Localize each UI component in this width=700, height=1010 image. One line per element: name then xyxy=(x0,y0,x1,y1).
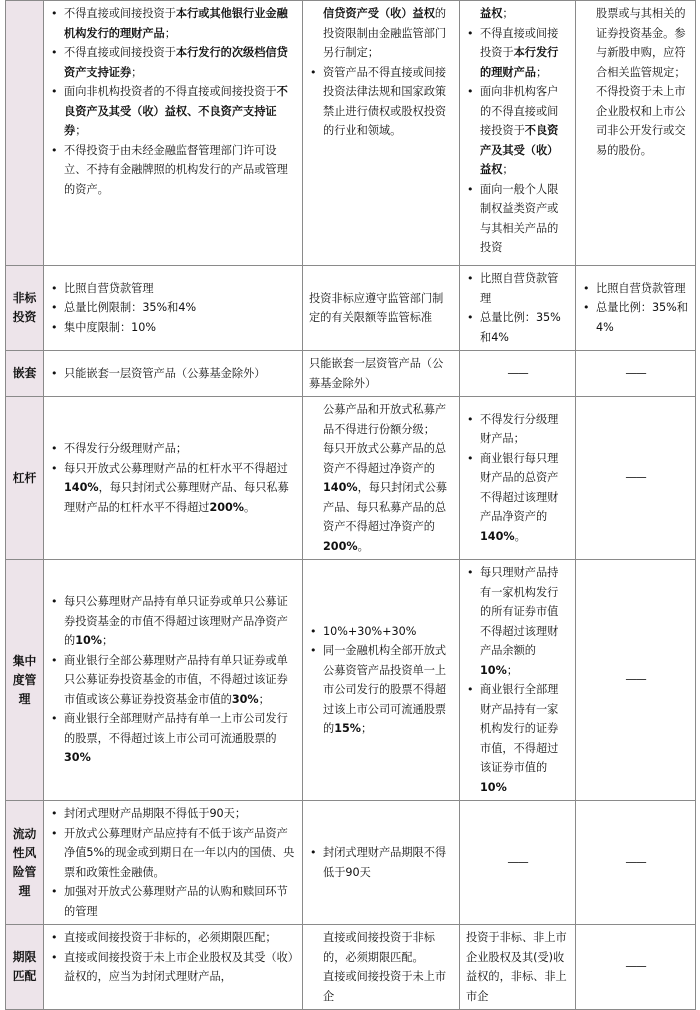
cell-col4: —— xyxy=(576,560,696,801)
cell-col1: • 不得直接或间接投资于本行或其他银行业金融机构发行的理财产品； • 不得直接或间接投资于本行发行的次级档信贷资产支持证券； • 面向非机构投资者的不得直接或间接投资于不良资产及其受（收）益权、不良资产支持证券； • 不得投资于由未经金融监督管理部门许可设立、不持有金融牌照的机构发行的产品或管理的资产。 xyxy=(44,1,303,266)
table-row-maturity xyxy=(6,925,696,1010)
cell-col1: • 不得发行分级理财产品； • 每只开放式公募理财产品的杠杆水平不得超过140%，每只封闭式公募理财产品、每只私募理财产品的杠杆水平不得超过200%。 xyxy=(44,397,303,560)
cell-col2: 公募产品和开放式私募产品不得进行份额分级； 每只开放式公募产品的总资产不得超过净资产的140%，每只封闭式公募产品、每只私募产品的总资产不得超过净资产的200%。 xyxy=(303,397,460,560)
cell-col2: • 封闭式理财产品期限不得低于90天 xyxy=(303,801,460,925)
cell-col1: • 只能嵌套一层资管产品（公募基金除外） xyxy=(44,351,303,397)
row-label: 嵌套 xyxy=(6,351,44,397)
cell-col4: • 比照自营贷款管理 • 总量比例：35%和4% xyxy=(576,266,696,351)
cell-col3: —— xyxy=(460,801,576,925)
row-label: 非标投资 xyxy=(6,266,44,351)
cell-col3: • 比照自营贷款管理 • 总量比例：35%和4% xyxy=(460,266,576,351)
cell-col2: 投资非标应遵守监管部门制定的有关限额等监管标准 xyxy=(303,266,460,351)
cell-col2: 直接或间接投资于非标的，必须期限匹配。 直接或间接投资于未上市企 xyxy=(303,925,460,1010)
table-row-investment-scope xyxy=(6,1,696,266)
cell-col3: • 不得发行分级理财产品； • 商业银行每只理财产品的总资产不得超过该理财产品净资产的140%。 xyxy=(460,397,576,560)
cell-col4: —— xyxy=(576,801,696,925)
cell-col3: • 每只理财产品持有一家机构发行的所有证券市值不得超过该理财产品余额的10%； • 商业银行全部理财产品持有一家机构发行的证券市值，不得超过该证券市值的10% xyxy=(460,560,576,801)
cell-col2: 只能嵌套一层资管产品（公募基金除外） xyxy=(303,351,460,397)
table-row-nesting xyxy=(6,351,696,397)
cell-col2: 信贷资产受（收）益权的投资限制由金融监管部门另行制定； • 资管产品不得直接或间接投资法律法规和国家政策禁止进行债权或股权投资的行业和领域。 xyxy=(303,1,460,266)
cell-col3: —— xyxy=(460,351,576,397)
regulation-comparison-table xyxy=(5,0,696,1010)
cell-col3: 投资于非标、非上市企业股权及其(受)收益权的，非标、非上市企 xyxy=(460,925,576,1010)
row-label: 杠杆 xyxy=(6,397,44,560)
cell-col3: 益权； • 不得直接或间接投资于本行发行的理财产品； • 面向非机构客户的不得直接或间接投资于不良资产及其受（收）益权； • 面向一般个人限制权益类资产或与其相关产品的投资 xyxy=(460,1,576,266)
table-row-liquidity xyxy=(6,801,696,925)
row-label: 期限匹配 xyxy=(6,925,44,1010)
cell-col4: —— xyxy=(576,351,696,397)
cell-col4: 股票或与其相关的证券投资基金。参与新股申购，应符合相关监管规定； 不得投资于未上市企业股权和上市公司非公开发行或交易的股份。 xyxy=(576,1,696,266)
cell-col1: • 封闭式理财产品期限不得低于90天； • 开放式公募理财产品应持有不低于该产品资产净值5%的现金或到期日在一年以内的国债、央票和政策性金融债。 • 加强对开放式公募理财产品的认购和赎回环节的管理 xyxy=(44,801,303,925)
table-row-concentration xyxy=(6,560,696,801)
table-row-leverage xyxy=(6,397,696,560)
row-label xyxy=(6,1,44,266)
cell-col4: —— xyxy=(576,397,696,560)
row-label: 集中度管理 xyxy=(6,560,44,801)
cell-col1: • 直接或间接投资于非标的，必须期限匹配； • 直接或间接投资于未上市企业股权及其受（收）益权的，应当为封闭式理财产品， xyxy=(44,925,303,1010)
cell-col4: —— xyxy=(576,925,696,1010)
cell-col1: • 每只公募理财产品持有单只证券或单只公募证券投资基金的市值不得超过该理财产品净资产的10%； • 商业银行全部公募理财产品持有单只证券或单只公募证券投资基金的市值，不得超过该证券市值或该公募证券投资基金市值的30%； • 商业银行全部理财产品持有单一上市公司发行的股票，不得超过该上市公司可流通股票的30% xyxy=(44,560,303,801)
row-label: 流动性风险管理 xyxy=(6,801,44,925)
table-row-nonstandard xyxy=(6,266,696,351)
cell-col1: • 比照自营贷款管理 • 总量比例限制：35%和4% • 集中度限制：10% xyxy=(44,266,303,351)
cell-col2: • 10%+30%+30% • 同一金融机构全部开放式公募资管产品投资单一上市公司发行的股票不得超过该上市公司可流通股票的15%； xyxy=(303,560,460,801)
